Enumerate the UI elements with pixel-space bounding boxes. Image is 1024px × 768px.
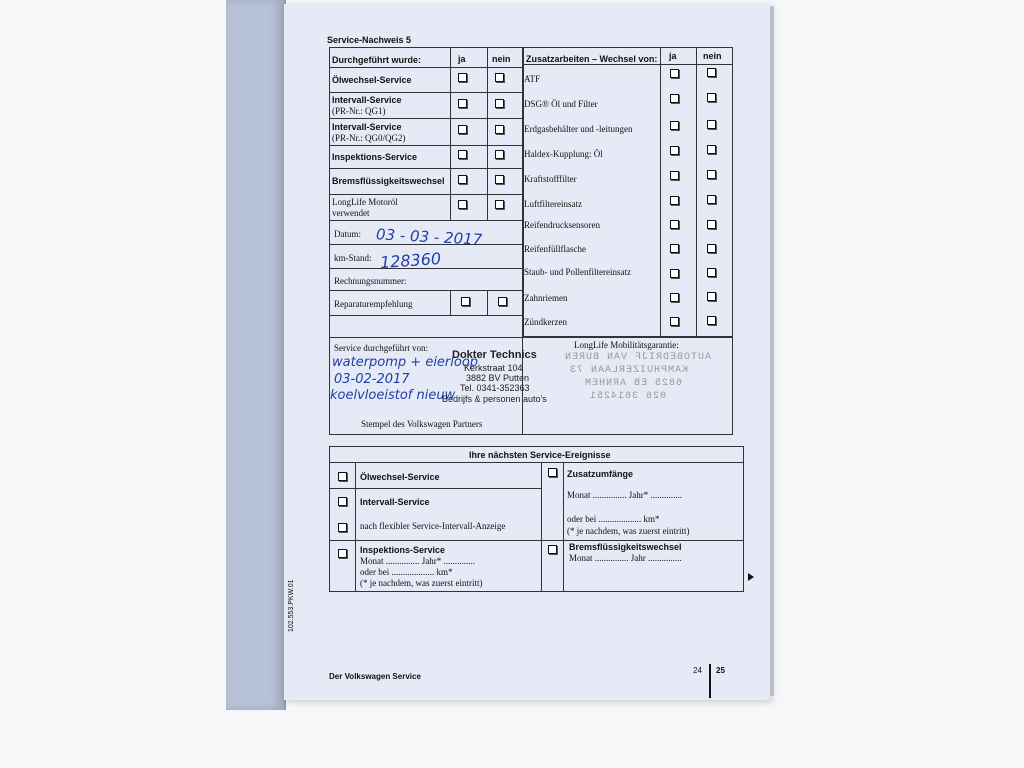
- mirrored-stamp-line-4: 026 3614251: [589, 391, 667, 402]
- checkbox-kraftstoff-ja[interactable]: [670, 171, 679, 180]
- extra-work-header: Zusatzarbeiten – Wechsel von:: [526, 54, 658, 64]
- extra-zahnriemen-label: Zahnriemen: [524, 293, 568, 303]
- checkbox-next-zusatz[interactable]: [548, 468, 557, 477]
- checkbox-erdgas-nein[interactable]: [707, 120, 716, 129]
- next-zusatz-note: (* je nachdem, was zuerst eintritt): [567, 526, 690, 536]
- checkbox-haldex-nein[interactable]: [707, 145, 716, 154]
- handwritten-line-1: waterpomp + eierloop: [332, 355, 479, 370]
- checkbox-next-intervall[interactable]: [338, 497, 347, 506]
- next-zusatz-monat: Monat ............... Jahr* ..............: [567, 490, 682, 500]
- next-insp-note: (* je nachdem, was zuerst eintritt): [360, 578, 483, 588]
- checkbox-zuendkerzen-nein[interactable]: [707, 316, 716, 325]
- km-label: km-Stand:: [334, 253, 372, 263]
- mobility-guarantee-label: LongLife Mobilitätsgarantie:: [574, 340, 679, 350]
- row-brems-label: Bremsflüssigkeitswechsel: [332, 176, 445, 186]
- checkbox-luftfilter-ja[interactable]: [670, 196, 679, 205]
- checkbox-pollen-ja[interactable]: [670, 269, 679, 278]
- performed-header: Durchgeführt wurde:: [332, 55, 421, 65]
- checkbox-intervall1-nein[interactable]: [495, 99, 504, 108]
- checkbox-next-inspektion[interactable]: [338, 549, 347, 558]
- row-longlife-sub: verwendet: [332, 208, 370, 218]
- checkbox-dsg-nein[interactable]: [707, 93, 716, 102]
- checkbox-reifenfuell-nein[interactable]: [707, 244, 716, 253]
- checkbox-erdgas-ja[interactable]: [670, 121, 679, 130]
- checkbox-longlife-ja[interactable]: [458, 200, 467, 209]
- checkbox-reifendruck-nein[interactable]: [707, 220, 716, 229]
- stamp-caption: Stempel des Volkswagen Partners: [361, 419, 483, 429]
- extra-dsg-label: DSG® Öl und Filter: [524, 99, 598, 109]
- form-code: 102.553.PKW.01: [288, 579, 295, 632]
- next-flexibel-label: nach flexibler Service-Intervall-Anzeige: [360, 521, 506, 531]
- row-intervall1-sub: (PR-Nr.: QG1): [332, 106, 386, 116]
- mirrored-stamp-line-3: 6825 EB ARNHEM: [584, 378, 683, 389]
- checkbox-atf-nein[interactable]: [707, 68, 716, 77]
- checkbox-brems-ja[interactable]: [458, 175, 467, 184]
- next-zusatz-oder: oder bei ................... km*: [567, 514, 660, 524]
- dealer-stamp-street: Kerkstraat 104: [464, 363, 523, 373]
- next-brems-label: Bremsflüssigkeitswechsel: [569, 542, 682, 552]
- next-inspektion-label: Inspektions-Service: [360, 545, 446, 555]
- checkbox-zuendkerzen-ja[interactable]: [670, 317, 679, 326]
- footer-title: Der Volkswagen Service: [329, 672, 421, 681]
- next-oel-label: Ölwechsel-Service: [360, 472, 440, 482]
- next-insp-monat: Monat ............... Jahr* ..............: [360, 556, 475, 566]
- extra-erdgas-label: Erdgasbehälter und -leitungen: [524, 124, 633, 134]
- page-title: Service-Nachweis 5: [327, 35, 412, 45]
- service-by-label: Service durchgeführt von:: [334, 343, 428, 353]
- dealer-stamp-slogan: Bedrijfs & personen auto's: [442, 394, 547, 404]
- page-number-right: 25: [716, 666, 725, 675]
- dealer-stamp-city: 3882 BV Putten: [466, 373, 530, 383]
- checkbox-reparatur-nein[interactable]: [498, 297, 507, 306]
- dealer-stamp-phone: Tel. 0341-352363: [460, 383, 530, 393]
- checkbox-brems-nein[interactable]: [495, 175, 504, 184]
- checkbox-oil-ja[interactable]: [458, 73, 467, 82]
- ja-header: ja: [458, 54, 466, 64]
- extra-kraftstoff-label: Kraftstofffilter: [524, 174, 577, 184]
- checkbox-inspektion-nein[interactable]: [495, 150, 504, 159]
- dealer-stamp-name: Dokter Technics: [452, 349, 537, 361]
- extra-reifenfuell-label: Reifenfüllflasche: [524, 244, 586, 254]
- right-ja-header: ja: [669, 51, 677, 61]
- next-brems-monat: Monat ............... Jahr ...............: [569, 553, 682, 563]
- extra-haldex-label: Haldex-Kupplung: Öl: [524, 149, 603, 159]
- checkbox-reparatur-ja[interactable]: [461, 297, 470, 306]
- checkbox-intervall1-ja[interactable]: [458, 99, 467, 108]
- extra-atf-label: ATF: [524, 74, 541, 84]
- checkbox-atf-ja[interactable]: [670, 69, 679, 78]
- checkbox-intervall2-nein[interactable]: [495, 125, 504, 134]
- next-events-title: Ihre nächsten Service-Ereignisse: [469, 450, 611, 460]
- checkbox-dsg-ja[interactable]: [670, 94, 679, 103]
- checkbox-longlife-nein[interactable]: [495, 200, 504, 209]
- checkbox-next-oel[interactable]: [338, 472, 347, 481]
- extra-pollen-label: Staub- und Pollenfiltereinsatz: [524, 267, 631, 277]
- checkbox-luftfilter-nein[interactable]: [707, 195, 716, 204]
- reparatur-label: Reparaturempfehlung: [334, 299, 413, 309]
- checkbox-zahnriemen-ja[interactable]: [670, 293, 679, 302]
- km-handwritten: 128360: [379, 248, 442, 273]
- continue-arrow-icon: [748, 573, 754, 581]
- mirrored-stamp-line-2: KAMPHUIZERLAAN 73: [569, 365, 689, 376]
- checkbox-pollen-nein[interactable]: [707, 268, 716, 277]
- checkbox-oil-nein[interactable]: [495, 73, 504, 82]
- checkbox-inspektion-ja[interactable]: [458, 150, 467, 159]
- next-zusatz-label: Zusatzumfänge: [567, 469, 634, 479]
- service-book-page: [284, 4, 770, 700]
- extra-luftfilter-label: Luftfiltereinsatz: [524, 199, 582, 209]
- checkbox-haldex-ja[interactable]: [670, 146, 679, 155]
- page-number-left: 24: [693, 666, 702, 675]
- checkbox-reifenfuell-ja[interactable]: [670, 244, 679, 253]
- checkbox-intervall2-ja[interactable]: [458, 125, 467, 134]
- checkbox-reifendruck-ja[interactable]: [670, 220, 679, 229]
- extra-zuendkerzen-label: Zündkerzen: [524, 317, 567, 327]
- row-intervall2-label: Intervall-Service: [332, 122, 402, 132]
- row-intervall2-sub: (PR-Nr.: QG0/QG2): [332, 133, 406, 143]
- checkbox-next-flexibel[interactable]: [338, 523, 347, 532]
- datum-handwritten: 03 - 03 - 2017: [375, 225, 483, 249]
- handwritten-line-2: 03-02-2017: [334, 372, 410, 387]
- right-nein-header: nein: [703, 51, 722, 61]
- rechnung-label: Rechnungsnummer:: [334, 276, 407, 286]
- row-inspektion-label: Inspektions-Service: [332, 152, 418, 162]
- row-intervall1-label: Intervall-Service: [332, 95, 402, 105]
- extra-reifendruck-label: Reifendrucksensoren: [524, 220, 600, 230]
- nein-header: nein: [492, 54, 511, 64]
- row-longlife-label: LongLife Motoröl: [332, 197, 398, 207]
- datum-label: Datum:: [334, 229, 361, 239]
- row-oilchange-label: Ölwechsel-Service: [332, 75, 412, 85]
- checkbox-zahnriemen-nein[interactable]: [707, 292, 716, 301]
- checkbox-next-brems[interactable]: [548, 545, 557, 554]
- checkbox-kraftstoff-nein[interactable]: [707, 170, 716, 179]
- next-insp-oder: oder bei ................... km*: [360, 567, 453, 577]
- handwritten-line-3: koelvloeistof nieuw: [330, 388, 456, 403]
- previous-page-edge: [226, 0, 286, 710]
- mirrored-stamp-line-1: AUTOBEDRIJF VAN BUREN: [564, 352, 712, 363]
- next-intervall-label: Intervall-Service: [360, 497, 430, 507]
